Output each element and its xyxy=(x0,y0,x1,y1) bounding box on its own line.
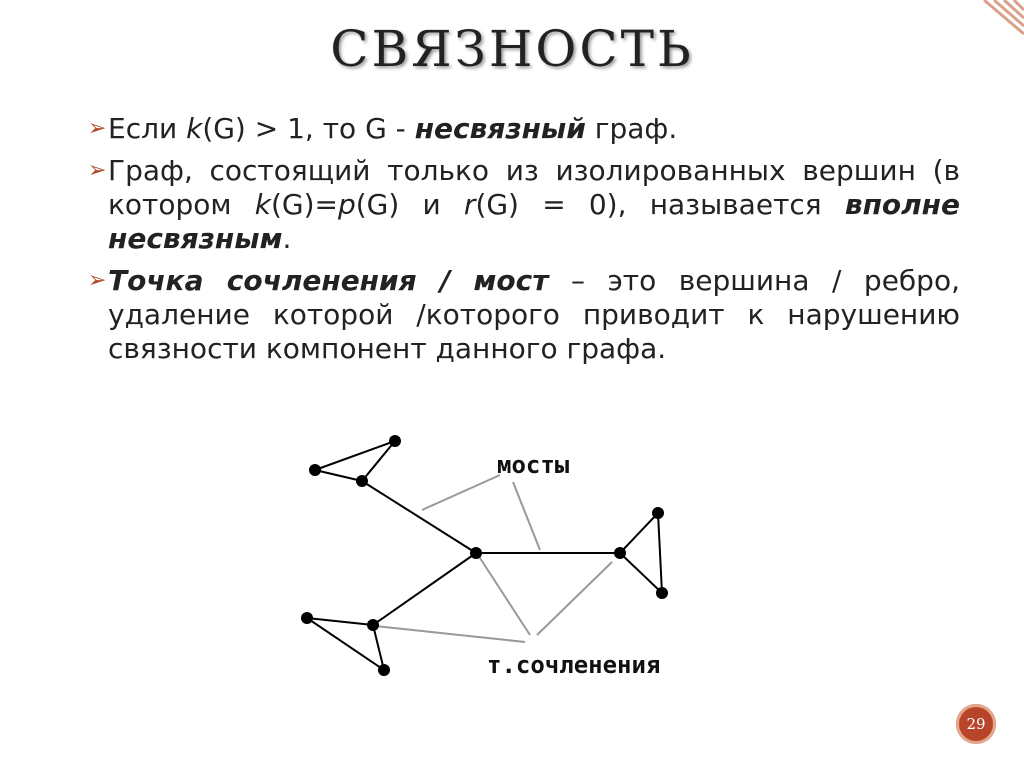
arrow-bullet-icon: ➢ xyxy=(88,268,107,293)
graph-vertex xyxy=(614,547,626,559)
graph-vertices xyxy=(301,435,668,676)
bullet-item: ➢ Точка сочленения / мост – это вершина / ребро, удаление которой /которого приводит к нарушению связности компонент данного графа. xyxy=(88,264,960,365)
slide-title: СВЯЗНОСТЬ xyxy=(330,20,694,78)
graph-vertex xyxy=(389,435,401,447)
term-totally-disconnected: вполне несвязным xyxy=(108,188,960,255)
graph-edge xyxy=(620,513,658,553)
label-cutpoints: т.сочленения xyxy=(487,651,661,679)
graph-vertex xyxy=(367,619,379,631)
page-number-badge: 29 xyxy=(956,704,996,744)
graph-vertex xyxy=(652,507,664,519)
pointer-line xyxy=(375,626,525,642)
graph-edge xyxy=(658,513,662,593)
label-bridges: мосты xyxy=(497,451,570,479)
graph-edge xyxy=(373,553,476,625)
graph-vertex xyxy=(470,547,482,559)
arrow-bullet-icon: ➢ xyxy=(88,116,107,141)
graph-edge xyxy=(315,470,362,481)
pointer-lines xyxy=(375,475,612,642)
arrow-bullet-icon: ➢ xyxy=(88,158,107,183)
term-disconnected: несвязный xyxy=(414,112,586,145)
graph-vertex xyxy=(356,475,368,487)
pointer-line xyxy=(478,555,530,635)
pointer-line xyxy=(537,562,612,635)
bullet-item: ➢ Если k(G) > 1, то G - несвязный граф. xyxy=(88,112,678,145)
graph-vertex xyxy=(309,464,321,476)
graph-vertex xyxy=(656,587,668,599)
graph-vertex xyxy=(378,664,390,676)
graph-edge xyxy=(620,553,662,593)
graph-edge xyxy=(362,481,476,553)
graph-vertex xyxy=(301,612,313,624)
bullet-item: ➢ Граф, состоящий только из изолированных вершин (в котором k(G)=p(G) и r(G) = 0), называется вполне несвязным. xyxy=(88,154,960,255)
pointer-line xyxy=(513,482,540,550)
pointer-line xyxy=(422,475,500,510)
term-cutpoint-bridge: Точка сочленения / мост xyxy=(108,264,549,297)
